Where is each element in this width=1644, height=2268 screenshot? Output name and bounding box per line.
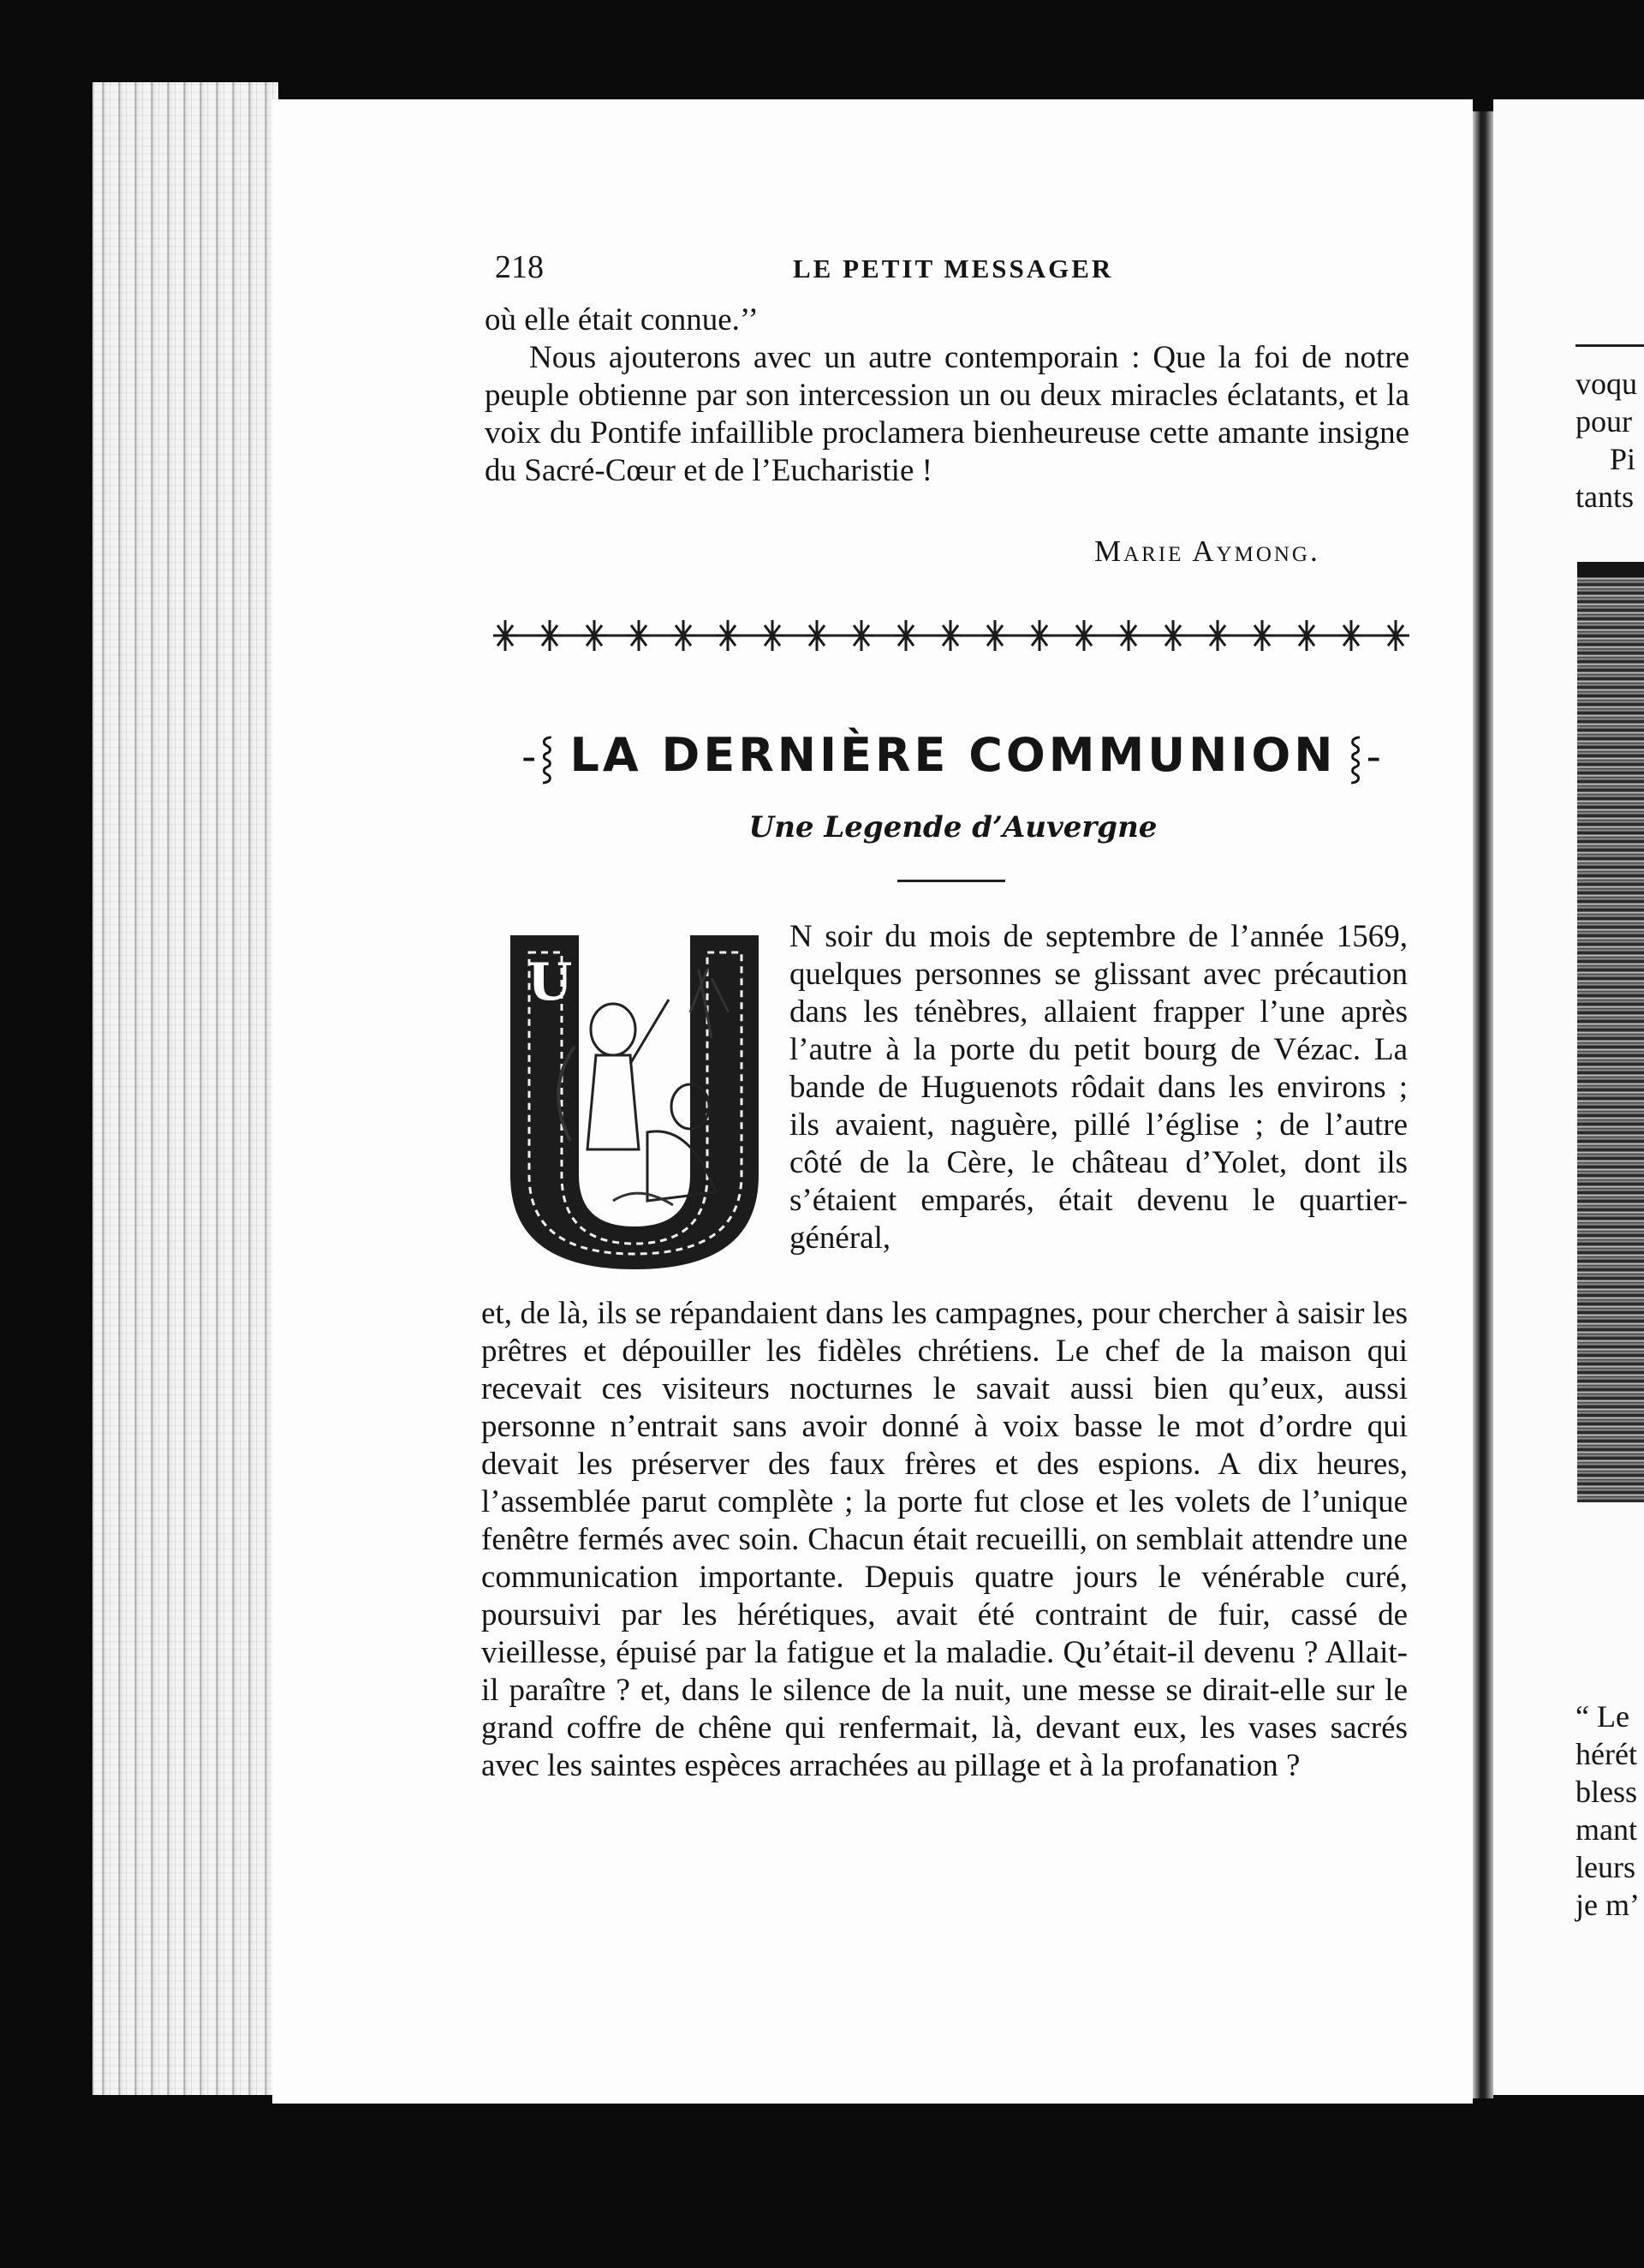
ornament-mark-icon: [627, 620, 651, 651]
facing-fragment: “ Le: [1576, 1699, 1629, 1734]
article-title: [495, 728, 1411, 784]
drop-cap-letter: U: [527, 952, 573, 1012]
ornament-mark-icon: [1028, 620, 1051, 651]
author-signature: Marie Aymong.: [1094, 534, 1320, 568]
facing-fragment: je m’: [1576, 1888, 1640, 1922]
facing-fragment: hérét: [1576, 1737, 1637, 1771]
ornament-mark-icon: [716, 620, 740, 651]
facing-page-engraving: [1577, 562, 1644, 1502]
ornament-mark-icon: [938, 620, 962, 651]
article-title-text: LA DERNIÈRE COMMUNION: [569, 728, 1337, 782]
ornament-mark-icon: [1161, 620, 1185, 651]
ornament-mark-icon: [1295, 620, 1319, 651]
previous-paragraph-1: où elle était connue.’’: [485, 302, 759, 337]
ornament-mark-icon: [983, 620, 1007, 651]
facing-fragment: Pi: [1610, 442, 1636, 476]
book-gutter: [1473, 111, 1493, 2098]
previous-article-end: [485, 301, 1409, 490]
article-paragraph-continued: et, de là, ils se répandaient dans les campagnes, pour chercher à saisir les prêtres et dépouiller les fidèles chrétiens. Le chef de la maison qui recevait ces visiteurs nocturnes le savait aussi bien qu’eux, aussi personne n’entrait sans avoir donné à voix basse le mot d’ordre qui devait les préserver des faux frères et des espions. A dix heures, l’assemblée parut complète ; la porte fut close et les volets de l’unique fenêtre fermés avec soin. Chacun était recueilli, on semblait attendre une communication importante. Depuis quatre jours le vénérable curé, poursuivi par les hérétiques, avait été contraint de fuir, cassé de vieillesse, épuisé par la fatigue et la maladie. Qu’était-il devenu ? Allait-il paraître ? et, dans le silence de la nuit, une messe se dirait-elle sur le grand coffre de chêne qui renfermait, là, devant eux, les vases sacrés avec les saintes espèces arrachées au pillage et à la profanation ?: [481, 1296, 1408, 1783]
ornament-mark-icon: [538, 620, 562, 651]
ornament-mark-icon: [805, 620, 829, 651]
facing-fragment: voqu: [1576, 367, 1637, 401]
ornament-mark-icon: [1117, 620, 1141, 651]
previous-paragraph-2: Nous ajouterons avec un autre contemporain : Que la foi de notre peuple obtienne par son intercession un ou deux miracles éclatants, et la voix du Pontife infaillible proclamera bienheureuse cette amante insigne du Sacré-Cœur et de l’Eucharistie !: [485, 340, 1409, 488]
facing-page-rule: [1576, 344, 1644, 347]
facing-fragment: bless: [1576, 1775, 1637, 1809]
ornament-mark-icon: [849, 620, 873, 651]
left-fleuron-icon: -⸾: [521, 733, 558, 781]
article-opening-text: [789, 918, 1408, 1257]
book-page-edges: [92, 82, 278, 2095]
title-rule: [897, 880, 1005, 882]
ornament-mark-icon: [1339, 620, 1363, 651]
ornament-mark-icon: [1206, 620, 1230, 651]
right-fleuron-icon: ⸾-: [1348, 733, 1385, 781]
ornament-mark-icon: [582, 620, 606, 651]
facing-fragment: mant: [1576, 1812, 1637, 1847]
ornament-mark-icon: [760, 620, 784, 651]
ornament-divider: [493, 613, 1409, 658]
article-paragraph-wrapped: N soir du mois de septembre de l’année 1569, quelques personnes se glissant avec précaution dans les ténèbres, allaient frapper l’une après l’autre à la porte du petit bourg de Vézac. La bande de Huguenots rôdait dans les environs ; ils avaient, naguère, pillé l’église ; de l’autre côté de la Cère, le château d’Yolet, dont ils s’étaient emparés, était devenu le quartier-général,: [789, 919, 1408, 1256]
ornament-mark-icon: [894, 620, 918, 651]
running-title: LE PETIT MESSAGER: [793, 254, 1114, 284]
ornament-mark-icon: [493, 620, 517, 651]
facing-fragment: pour: [1576, 404, 1632, 439]
ornament-mark-icon: [1384, 620, 1408, 651]
facing-fragment: tants: [1576, 480, 1634, 514]
ornament-mark-icon: [1072, 620, 1096, 651]
article-body: [481, 1295, 1408, 1785]
page-number: 218: [495, 249, 544, 285]
ornament-mark-icon: [1250, 620, 1274, 651]
illuminated-initial: [493, 918, 776, 1278]
running-head: [495, 248, 1411, 286]
ornament-mark-icon: [671, 620, 695, 651]
article-subtitle: Une Legende d’Auvergne: [748, 810, 1158, 845]
facing-page: [1493, 99, 1644, 2095]
facing-fragment: leurs: [1576, 1850, 1635, 1884]
